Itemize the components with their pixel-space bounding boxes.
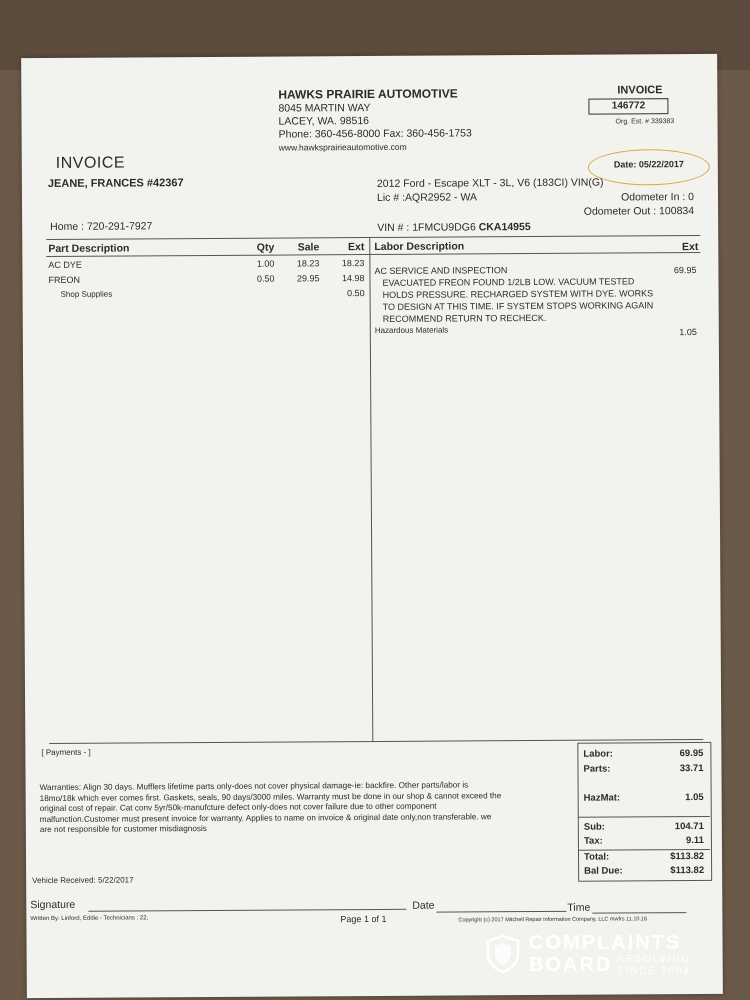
time-label: Time	[567, 901, 591, 914]
watermark-tag2: SINCE 2004	[617, 966, 691, 977]
shop-city: LACEY, WA. 98516	[278, 115, 370, 128]
labor-note-line: TO DESIGN AT THIS TIME. IF SYSTEM STOPS WORKING AGAIN	[382, 300, 654, 312]
totals-labor-value: 69.95	[679, 747, 704, 760]
labor-header-ext: Ext	[681, 241, 699, 254]
odometer-out: Odometer Out : 100834	[583, 205, 695, 218]
totals-total-label: Total:	[583, 851, 610, 863]
parts-header-desc: Part Description	[48, 242, 130, 255]
vehicle-license: Lic # :AQR2952 - WA	[376, 191, 478, 204]
vin-number	[377, 221, 531, 234]
totals-baldue-value: $113.82	[670, 864, 705, 877]
time-line[interactable]	[592, 912, 686, 914]
complaintsboard-watermark	[485, 930, 725, 980]
date-label: Date	[412, 899, 435, 912]
invoice-date: Date: 05/22/2017	[613, 159, 684, 170]
shield-icon	[485, 934, 521, 974]
watermark-line1: COMPLAINTS	[529, 932, 682, 954]
page-number: Page 1 of 1	[340, 913, 387, 925]
labor-header-desc: Labor Description	[374, 240, 465, 253]
vin-label: VIN # : 1FMCU9DG6	[377, 221, 476, 234]
totals-labor-label: Labor:	[583, 748, 613, 760]
totals-tax-value: 9.11	[685, 834, 704, 847]
totals-total-value: $113.82	[670, 850, 705, 863]
labor-hazmat: Hazardous Materials	[374, 325, 449, 335]
warranty-text	[40, 780, 502, 835]
customer-home-phone: Home : 720-291-7927	[50, 220, 153, 233]
part-row-ext: 14.98	[341, 273, 365, 284]
vehicle-received: Vehicle Received: 5/22/2017	[32, 875, 134, 886]
part-row-qty: 0.50	[256, 273, 275, 284]
date-line[interactable]	[436, 911, 566, 913]
labor-service: AC SERVICE AND INSPECTION	[374, 265, 508, 276]
signature-label: Signature	[30, 898, 76, 912]
shop-address: 8045 MARTIN WAY	[278, 102, 371, 115]
totals-sub-label: Sub:	[583, 821, 605, 833]
part-row-desc: Shop Supplies	[60, 289, 113, 299]
signature-line[interactable]	[88, 909, 406, 912]
table-top-rule	[46, 235, 700, 240]
parts-header-ext: Ext	[347, 241, 365, 254]
totals-hazmat-label: HazMat:	[583, 792, 621, 804]
part-row-ext: 0.50	[347, 288, 365, 299]
vin-tail: CKA14955	[478, 221, 531, 234]
warranty-line: are not responsible for customer misdiagnosis	[39, 824, 207, 835]
odometer-in: Odometer In : 0	[621, 191, 695, 204]
watermark-tag1: RESOLVING	[617, 954, 691, 965]
labor-note-line: RECOMMEND RETURN TO RECHECK.	[382, 312, 547, 324]
org-est: Org. Est. # 339383	[615, 118, 675, 126]
payments-line: [ Payments - ]	[41, 747, 91, 758]
part-row-sale: 29.95	[296, 273, 320, 284]
customer-name: JEANE, FRANCES #42367	[47, 177, 184, 190]
totals-sub-value: 104.71	[674, 820, 704, 833]
invoice-title: INVOICE	[55, 154, 126, 172]
shop-name: HAWKS PRAIRIE AUTOMOTIVE	[278, 86, 458, 102]
invoice-label: INVOICE	[617, 84, 663, 97]
part-row-ext: 18.23	[341, 258, 365, 269]
table-center-divider	[369, 237, 373, 741]
part-row-qty: 1.00	[256, 258, 275, 269]
totals-hazmat-value: 1.05	[685, 791, 704, 804]
totals-baldue-label: Bal Due:	[584, 865, 623, 877]
labor-service-ext: 69.95	[673, 265, 697, 276]
labor-note-line: EVACUATED FREON FOUND 1/2LB LOW. VACUUM TESTED	[382, 276, 635, 288]
written-by: Written By: Linford, Eddie - Technicians : 22,	[30, 915, 149, 923]
warranty-line: original cost of repair. Cat conv 5yr/50k-manufcture defect only-does not cover failure due to other component	[39, 801, 437, 814]
part-row-desc: AC DYE	[48, 259, 82, 270]
totals-parts-value: 33.71	[679, 762, 704, 775]
totals-parts-label: Parts:	[583, 763, 611, 775]
warranty-line: malfunction.Customer must present invoice for warranty. Applies to name on invoice & original date only,non transferable. we	[39, 811, 492, 824]
parts-header-qty: Qty	[256, 241, 275, 254]
labor-note-line: HOLDS PRESSURE. RECHARGED SYSTEM WITH DYE. WORKS	[382, 288, 654, 300]
watermark-line2: BOARD	[529, 954, 613, 976]
parts-header-sale: Sale	[297, 241, 320, 254]
vehicle-description: 2012 Ford - Escape XLT - 3L, V6 (183CI) VIN(G)	[376, 176, 604, 190]
copyright: Copyright (c) 2017 Mitchell Repair Information Company, LLC mwfrs 11.10.16	[458, 916, 648, 924]
part-row-desc: FREON	[48, 274, 81, 285]
warranty-line: 18mo/18k which ever comes first. Gaskets, seals, 90 days/3000 miles. Warranty must be done in our shop & cannot exceed the	[39, 790, 502, 803]
shop-phones: Phone: 360-456-8000 Fax: 360-456-1753	[278, 127, 472, 141]
invoice-paper	[21, 54, 723, 998]
warranty-line: Warranties: Align 30 days. Mufflers lifetime parts only-does not cover physical damage-ie: backfire. Other parts/labor is	[39, 780, 469, 793]
labor-hazmat-ext: 1.05	[679, 327, 697, 338]
part-row-sale: 18.23	[296, 258, 320, 269]
shop-website: www.hawksprairieautomotive.com	[278, 141, 407, 153]
totals-tax-label: Tax:	[583, 835, 603, 847]
table-header-rule	[46, 252, 700, 257]
invoice-number: 146772	[588, 98, 668, 114]
